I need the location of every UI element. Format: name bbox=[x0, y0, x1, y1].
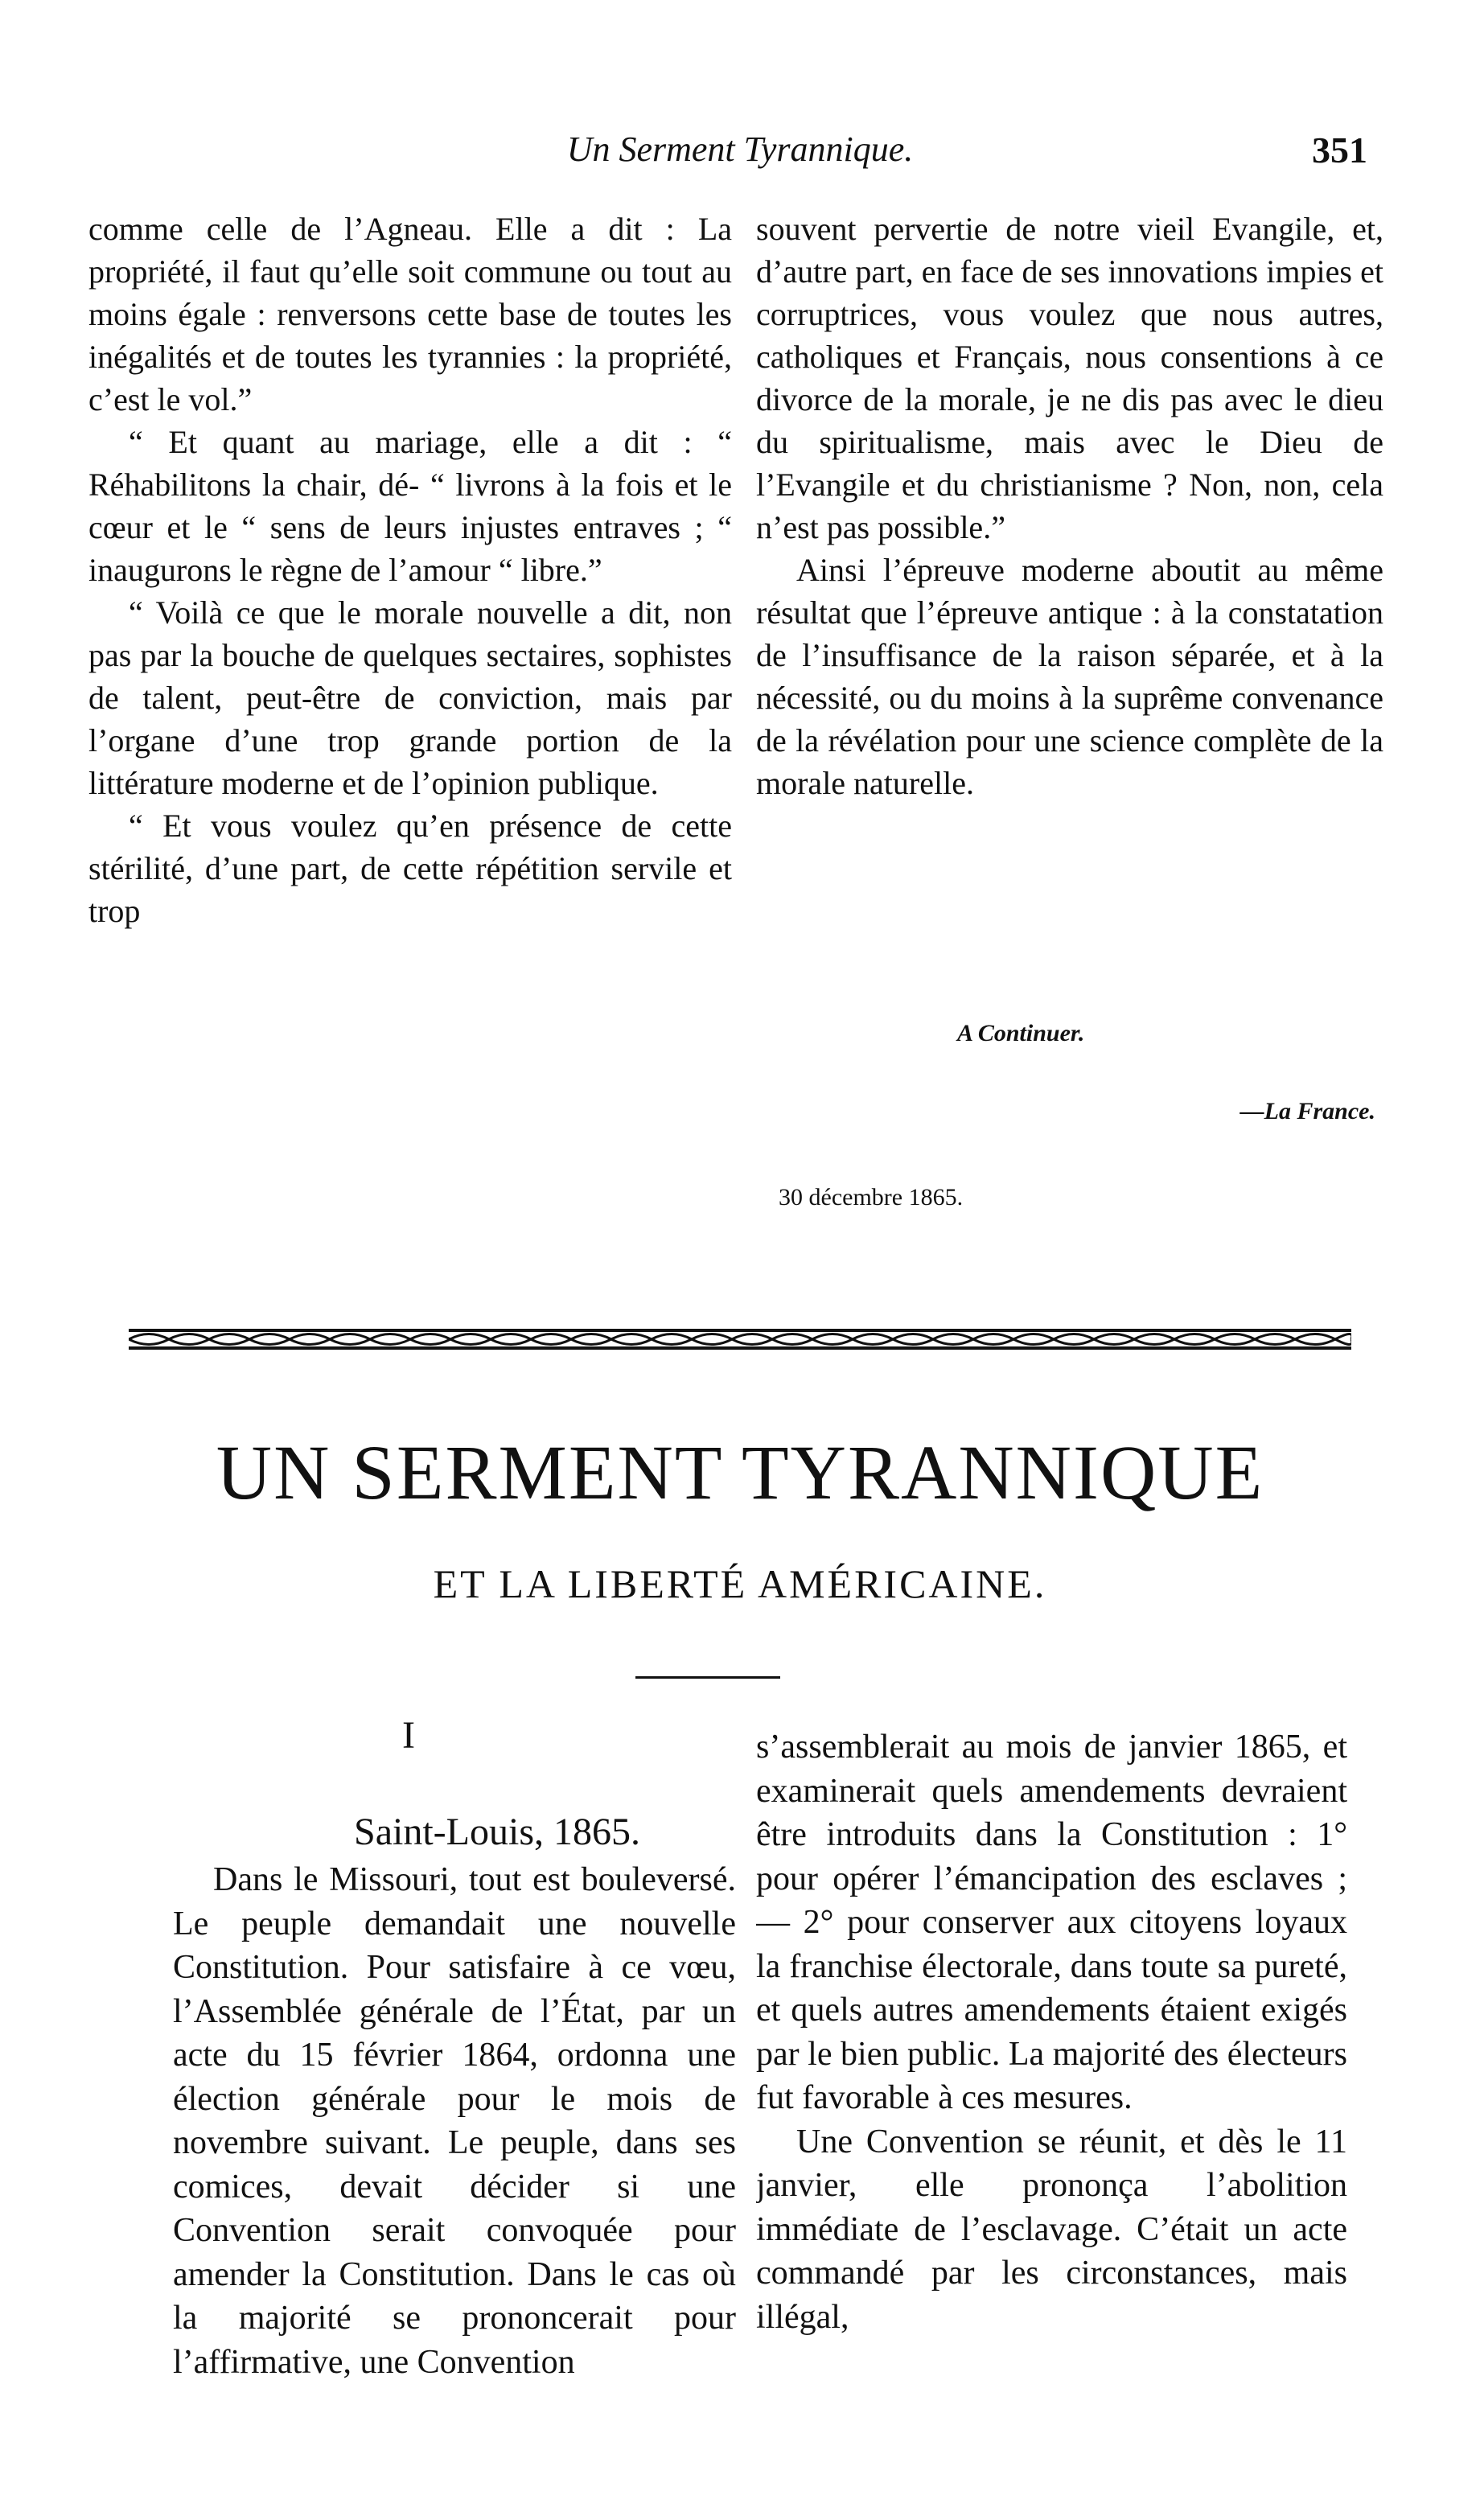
article-left-column bbox=[173, 1858, 736, 2502]
title-rule bbox=[635, 1676, 780, 1679]
paragraph: comme celle de l’Agneau. Elle a dit : La propriété, il faut qu’elle soit commune ou tout au moins égale : renversons cette base de toutes les inégalités et de toutes les tyrannies : la propriété, c’est le vol.” bbox=[88, 211, 732, 417]
paragraph: Une Convention se réunit, et dès le 11 janvier, elle prononça l’abolition immédiate de l’esclavage. C’était un acte commandé par les circonstances, mais illégal, bbox=[756, 2123, 1347, 2336]
article-title: UN SERMENT TYRANNIQUE bbox=[216, 1429, 1264, 1515]
article-date: 30 décembre 1865. bbox=[779, 1184, 964, 1211]
paragraph: s’assemblerait au mois de janvier 1865, et examinerait quels amendements devraient être introduits dans la Constitution : 1° pour opérer l’émancipation des esclaves ;— 2° pour conserver aux citoyens loyaux la franchise électorale, dans toute sa pureté, et quels autres amendements étaient exigés par le bien public. La majorité des électeurs fut favorable à ces mesures. bbox=[756, 1729, 1347, 2116]
previous-article-right-column bbox=[756, 208, 1383, 972]
previous-article-left-column bbox=[88, 208, 732, 1213]
dateline: Saint-Louis, 1865. bbox=[354, 1811, 640, 1853]
paragraph: “ Et quant au mariage, elle a dit : “ Réhabilitons la chair, dé- “ livrons à la fois et le cœur et le “ sens de leurs injustes entraves ; “ inaugurons le règne de l’amour “ libre.” bbox=[88, 424, 732, 588]
paragraph: Dans le Missouri, tout est bouleversé. Le peuple demandait une nouvelle Constitution. Pour satisfaire à ce vœu, l’Assemblée générale de l’État, par un acte du 15 février 1864, ordonna une élection générale pour le mois de novembre suivant. Le peuple, dans ses comices, devait décider si une Convention serait convoquée pour amender la Constitution. Dans le cas où la majorité se prononcerait pour l’affirmative, une Convention bbox=[173, 1861, 736, 2381]
section-number: I bbox=[402, 1714, 415, 1757]
article-right-column bbox=[756, 1725, 1347, 2497]
ornamental-divider bbox=[129, 1326, 1351, 1353]
paragraph: “ Voilà ce que le morale nouvelle a dit, non pas par la bouche de quelques sectaires, sophistes de talent, peut-être de conviction, mais par l’organe d’une trop grande portion de la littérature moderne et de l’opinion publique. bbox=[88, 594, 732, 801]
running-title: Un Serment Tyrannique. bbox=[566, 129, 914, 169]
paragraph: Ainsi l’épreuve moderne aboutit au même résultat que l’épreuve antique : à la constatation de l’insuffisance de la raison séparée, et à la nécessité, ou du moins à la suprême convenance de la révélation pour une science complète de la morale naturelle. bbox=[756, 552, 1383, 801]
article-subtitle: ET LA LIBERTÉ AMÉRICAINE. bbox=[433, 1561, 1047, 1606]
paragraph: souvent pervertie de notre vieil Evangile, et, d’autre part, en face de ses innovations impies et corruptrices, vous voulez que nous autres, catholiques et Français, nous consentions à ce divorce de la morale, je ne dis pas avec le dieu du spiritualisme, mais avec le Dieu de l’Evangile et du christianisme ? Non, non, cela n’est pas possible.” bbox=[756, 211, 1383, 545]
running-head bbox=[113, 129, 1367, 177]
continuation-note: A Continuer. bbox=[957, 1020, 1085, 1046]
paragraph: “ Et vous voulez qu’en présence de cette stérilité, d’une part, de cette répétition servile et trop bbox=[88, 808, 732, 929]
page-number: 351 bbox=[1312, 129, 1367, 171]
source-credit: —La France. bbox=[1240, 1098, 1375, 1124]
